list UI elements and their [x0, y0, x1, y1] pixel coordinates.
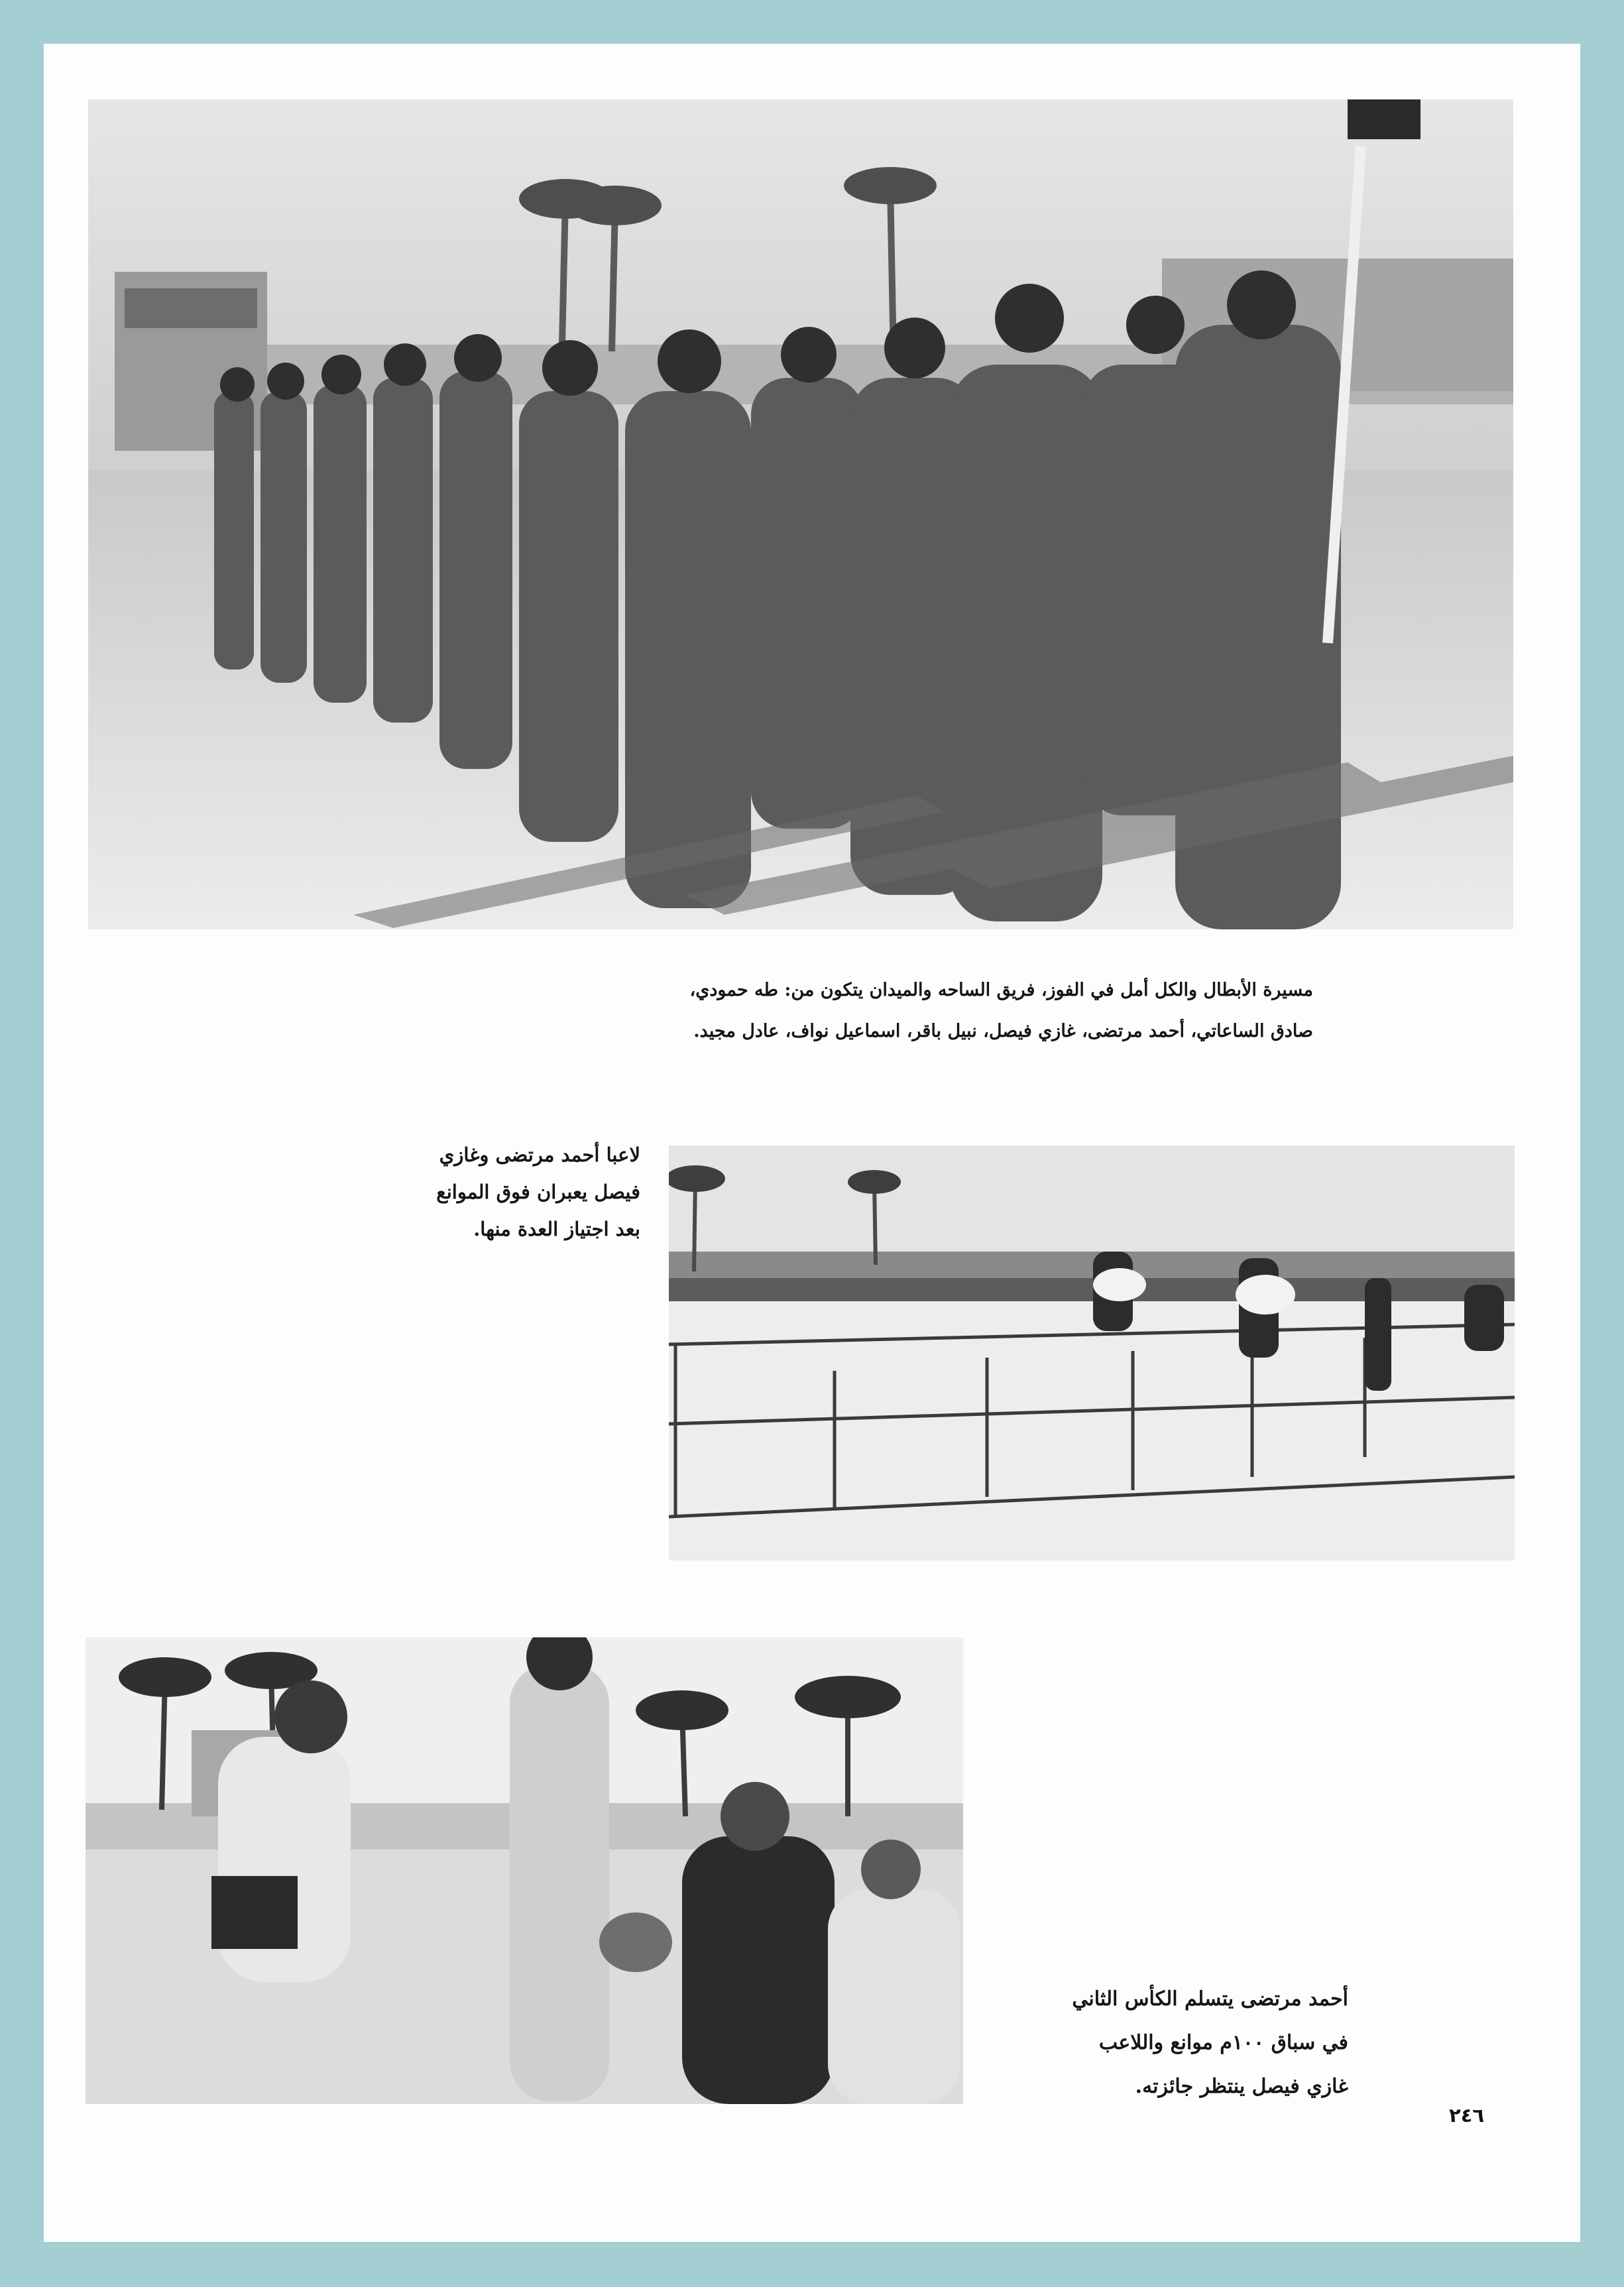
trophy-caption-line-2: في سباق ١٠٠م موانع واللاعب	[1098, 2031, 1348, 2054]
page-number: ٢٤٦	[1449, 2104, 1485, 2127]
trophy-caption	[1023, 1977, 1348, 2109]
parade-caption	[644, 970, 1313, 1052]
hurdles-caption-line-1: لاعبا أحمد مرتضى وغازي	[439, 1144, 640, 1166]
trophy-presentation-photo	[86, 1637, 963, 2104]
hurdles-race-photo	[669, 1145, 1515, 1560]
parade-caption-line-1: مسيرة الأبطال والكل أمل في الفوز، فريق الساحه والميدان يتكون من: طه حمودي،	[689, 980, 1313, 1000]
parade-caption-line-2: صادق الساعاتي، أحمد مرتضى، غازي فيصل، نبيل باقر، اسماعيل نواف، عادل مجيد.	[693, 1021, 1313, 1041]
hurdles-caption	[378, 1136, 640, 1248]
hurdles-caption-line-2: فيصل يعبران فوق الموانع	[436, 1181, 640, 1203]
trophy-caption-line-3: غازي فيصل ينتظر جائزته.	[1135, 2075, 1348, 2098]
team-parade-photo	[88, 99, 1513, 929]
trophy-caption-line-1: أحمد مرتضى يتسلم الكأس الثاني	[1072, 1987, 1348, 2011]
hurdles-caption-line-3: بعد اجتياز العدة منها.	[473, 1218, 640, 1240]
document-page	[44, 44, 1580, 2242]
